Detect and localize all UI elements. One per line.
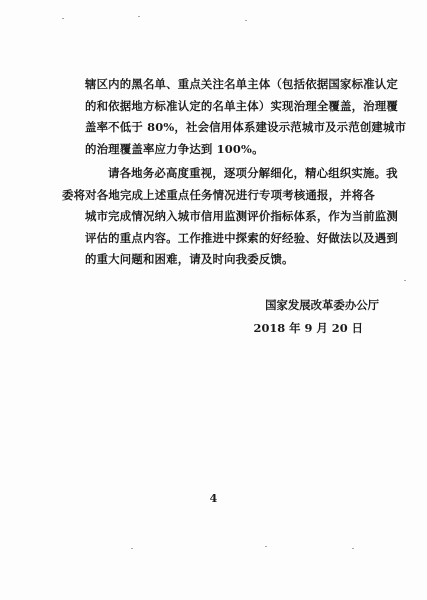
paragraph-1-line: 的和依据地方标准认定的名单主体）实现治理全覆盖，治理覆 <box>85 98 398 113</box>
paragraph-1-line: 辖区内的黑名单、重点关注名单主体（包括依据国家标准认定 <box>85 77 398 91</box>
paragraph-2 <box>62 163 398 271</box>
paragraph-2-line: 委将对各地完成上述重点任务情况进行专项考核通报，并将各 <box>62 187 375 202</box>
scan-speck <box>245 20 247 21</box>
signature-date: 2018 年 9 月 20 日 <box>253 321 363 335</box>
scan-speck <box>265 546 267 547</box>
paragraph-2-line: 评估的重点内容。工作推进中探索的好经验、好做法以及遇到 <box>85 230 398 245</box>
scan-speck <box>62 18 64 19</box>
paragraph-2-line: 请各地务必高度重视，逐项分解细化，精心组织实施。我 <box>108 166 398 180</box>
page-number: 4 <box>209 492 218 505</box>
scan-speck <box>404 280 406 281</box>
paragraph-1 <box>85 74 407 160</box>
paragraph-2-line: 城市完成情况纳入城市信用监测评价指标体系，作为当前监测 <box>85 209 398 223</box>
scan-speck <box>352 548 354 549</box>
paragraph-2-line: 的重大问题和困难，请及时向我委反馈。 <box>85 252 294 266</box>
scan-speck <box>131 548 133 549</box>
scan-speck <box>138 16 140 17</box>
paragraph-1-line: 的治理覆盖率应力争达到 100%。 <box>85 141 264 156</box>
signature-organization: 国家发展改革委办公厅 <box>265 298 379 312</box>
paragraph-1-line: 盖率不低于 80%，社会信用体系建设示范城市及示范创建城市 <box>85 120 407 134</box>
